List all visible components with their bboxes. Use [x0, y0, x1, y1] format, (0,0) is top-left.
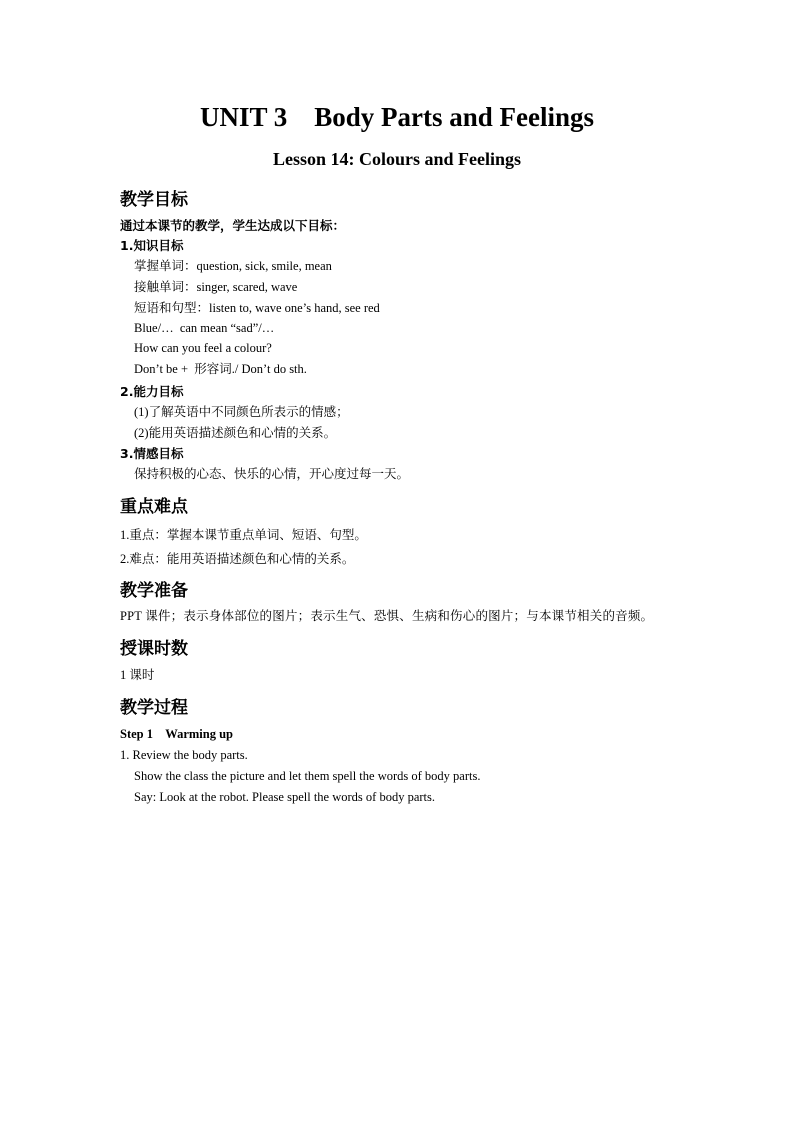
section-preparation: [120, 579, 680, 627]
preparation-text: PPT 课件；表示身体部位的图片；表示生气、恐惧、生病和伤心的图片；与本课节相关的音频。: [120, 609, 654, 623]
section-heading: 授课时数: [120, 639, 188, 659]
ability-line: (1)了解英语中不同颜色所表示的情感；: [134, 405, 349, 419]
knowledge-line: Blue/… can mean “sad”/…: [134, 321, 275, 335]
ability-heading: 2.能力目标: [120, 384, 184, 399]
section-key-points: [120, 495, 680, 571]
knowledge-line: 接触单词：singer, scared, wave: [134, 280, 298, 294]
knowledge-heading: 1.知识目标: [120, 238, 184, 253]
section-teaching-objectives: [120, 188, 680, 485]
section-heading: 重点难点: [120, 497, 188, 517]
process-line: Say: Look at the robot. Please spell the words of body parts.: [134, 790, 435, 804]
key-point-line: 2.难点：能用英语描述颜色和心情的关系。: [120, 552, 355, 566]
section-heading: 教学准备: [120, 581, 188, 601]
knowledge-line: 掌握单词：question, sick, smile, mean: [134, 259, 332, 273]
objectives-intro: 通过本课节的教学，学生达成以下目标：: [120, 218, 346, 233]
process-line: 1. Review the body parts.: [120, 748, 248, 762]
emotion-line: 保持积极的心态、快乐的心情，开心度过每一天。: [134, 467, 410, 481]
key-point-line: 1.重点：掌握本课节重点单词、短语、句型。: [120, 528, 367, 542]
unit-title: UNIT 3 Body Parts and Feelings: [199, 102, 595, 132]
ability-line: (2)能用英语描述颜色和心情的关系。: [134, 426, 337, 440]
process-line: Show the class the picture and let them spell the words of body parts.: [134, 769, 481, 783]
document-body: [120, 188, 680, 808]
knowledge-line: 短语和句型：listen to, wave one’s hand, see red: [134, 301, 380, 315]
class-hours-text: 1 课时: [120, 668, 155, 682]
section-heading: 教学目标: [120, 190, 188, 210]
emotion-heading: 3.情感目标: [120, 446, 184, 461]
section-teaching-process: [120, 696, 680, 808]
section-class-hours: [120, 637, 680, 686]
knowledge-line: How can you feel a colour?: [134, 341, 272, 355]
section-heading: 教学过程: [120, 698, 188, 718]
step-heading: Step 1 Warming up: [120, 727, 233, 741]
knowledge-line: Don’t be + 形容词./ Don’t do sth.: [134, 362, 307, 376]
lesson-title: Lesson 14: Colours and Feelings: [272, 149, 522, 169]
